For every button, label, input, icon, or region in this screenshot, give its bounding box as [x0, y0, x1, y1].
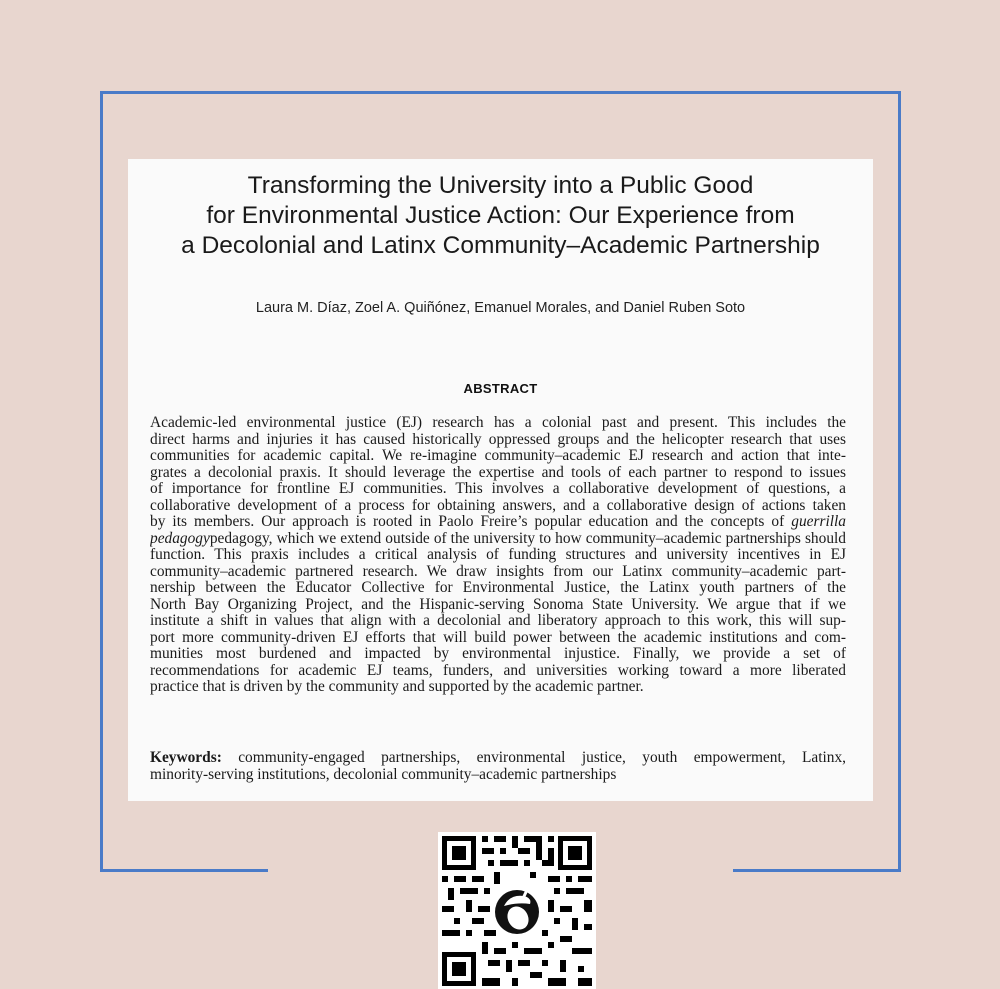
paper-excerpt [128, 159, 873, 801]
abstract-line: munities most burdened and impacted by environmental injustice. Finally, we provide a set of [150, 646, 846, 662]
abstract-italic-term: pedagogy [150, 530, 210, 547]
abstract-line: function. This praxis includes a critical analysis of funding structures and university incentives in EJ [150, 547, 846, 563]
abstract-line: grates a decolonial praxis. It should leverage the expertise and tools of each partner to respond to issues [150, 464, 846, 481]
frame-border-top [100, 91, 901, 94]
abstract-line: of importance for frontline EJ communities. This involves a collaborative development of questions, a [150, 481, 846, 497]
frame-border-bottom-left [100, 869, 268, 872]
title-line: a Decolonial and Latinx Community–Academic Partnership [181, 232, 820, 259]
abstract-line: Academic-led environmental justice (EJ) research has a colonial past and present. This includes the [150, 415, 846, 431]
abstract-line: North Bay Organizing Project, and the Hispanic-serving Sonoma State University. We argue that if we [150, 596, 846, 613]
frame-border-left [100, 91, 103, 872]
abstract-line [150, 514, 846, 531]
frame-border-bottom-right [733, 869, 901, 872]
keywords-line [150, 749, 846, 766]
keywords-label: Keywords: [150, 749, 222, 766]
paper-title [128, 171, 873, 261]
abstract-line: community–academic partnered research. We draw insights from our Latinx community–academic part- [150, 563, 846, 580]
abstract-line: institute a shift in values that align with a decolonial and liberatory approach to this work, this will sup- [150, 613, 846, 629]
abstract-body [150, 415, 846, 696]
abstract-line-text: pedagogy, which we extend outside of the university to how community–academic partnerships should [209, 530, 846, 547]
keywords-text: community-engaged partnerships, environmental justice, youth empowerment, Latinx, [238, 749, 846, 766]
keywords [150, 749, 846, 783]
acorn-icon [495, 890, 539, 934]
frame-border-right [898, 91, 901, 872]
abstract-line: collaborative development of a process for obtaining answers, and a collaborative design of actions taken [150, 497, 846, 514]
title-line: for Environmental Justice Action: Our Experience from [206, 202, 795, 229]
keywords-line: minority-serving institutions, decolonial community–academic partnerships [150, 766, 617, 783]
abstract-line: port more community-driven EJ efforts that will build power between the academic institutions and com- [150, 629, 846, 646]
title-line: Transforming the University into a Public Good [247, 172, 754, 199]
qr-code[interactable] [438, 832, 596, 989]
abstract-italic-term: guerrilla [791, 514, 846, 530]
abstract-line: nership between the Educator Collective for Environmental Justice, the Latinx youth partners of the [150, 580, 846, 596]
abstract-line: practice that is driven by the community and supported by the academic partner. [150, 679, 644, 695]
authors-line: Laura M. Díaz, Zoel A. Quiñónez, Emanuel Morales, and Daniel Ruben Soto [255, 300, 746, 316]
abstract-heading: ABSTRACT [463, 381, 538, 396]
abstract-line: communities for academic capital. We re-imagine community–academic EJ research and action that inte- [150, 448, 846, 464]
abstract-line-text: by its members. Our approach is rooted in Paolo Freire’s popular education and the concepts of [150, 514, 785, 530]
qr-code-graphic [438, 832, 596, 989]
abstract-line: recommendations for academic EJ teams, funders, and universities working toward a more liberated [150, 662, 846, 679]
abstract-line [150, 531, 846, 548]
abstract-line: direct harms and injuries it has caused historically oppressed groups and the helicopter research that uses [150, 431, 846, 448]
